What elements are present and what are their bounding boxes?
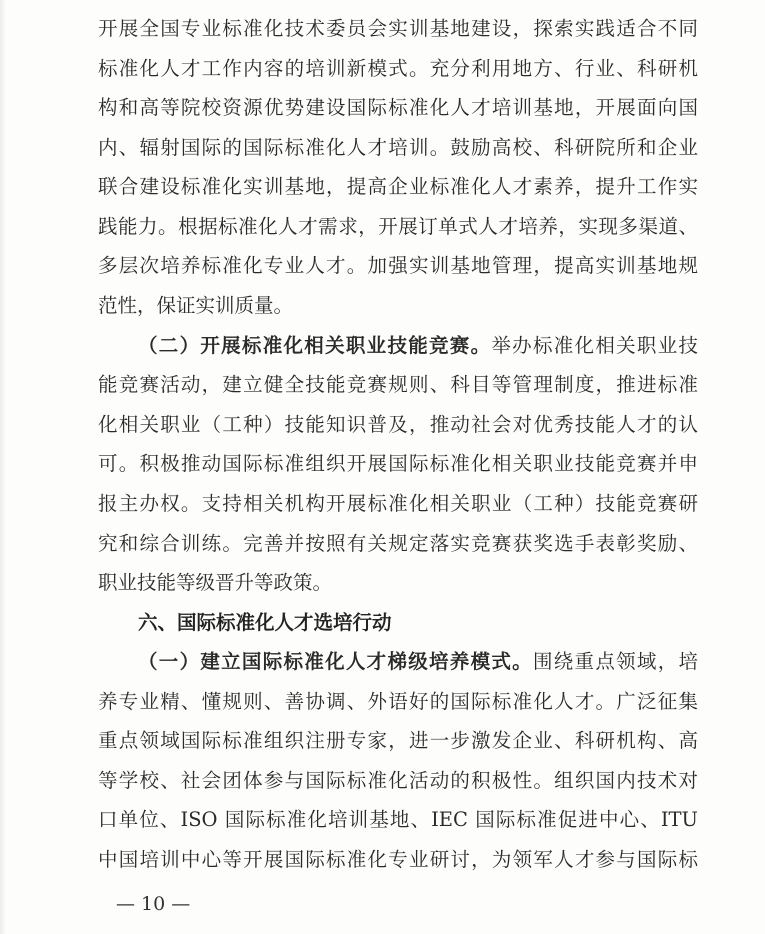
paragraph-2-line-3: 化相关职业（工种）技能知识普及，推动社会对优秀技能人才的认 — [98, 413, 698, 436]
paragraph-2-line-2: 能竞赛活动，建立健全技能竞赛规则、科目等管理制度，推进标准 — [98, 373, 698, 396]
paragraph-3-line-6: 中国培训中心等开展国际标准化专业研讨，为领军人才参与国际标 — [98, 848, 698, 871]
paragraph-2-line-4: 可。积极推动国际标准组织开展国际标准化相关职业技能竞赛并申 — [98, 452, 698, 475]
paragraph-2-first-line-rest: 举办标准化相关职业技 — [491, 334, 698, 357]
paragraph-2-line-7: 职业技能等级晋升等政策。 — [98, 571, 333, 594]
paragraph-1-line-1: 开展全国专业标准化技术委员会实训基地建设，探索实践适合不同 — [98, 17, 698, 40]
paragraph-3-line-5: 口单位、ISO 国际标准化培训基地、IEC 国际标准促进中心、ITU — [98, 808, 698, 831]
paragraph-1-line-5: 联合建设标准化实训基地，提高企业标准化人才素养，提升工作实 — [98, 175, 698, 198]
paragraph-3-lead: （一）建立国际标准化人才梯级培养模式。 — [138, 650, 533, 673]
paragraph-1-line-8: 范性，保证实训质量。 — [98, 294, 294, 317]
paragraph-1-line-4: 内、辐射国际的国际标准化人才培训。鼓励高校、科研院所和企业 — [98, 136, 698, 159]
paragraph-3-first-line-rest: 围绕重点领域，培 — [532, 650, 698, 673]
paragraph-2-line-6: 究和综合训练。完善并按照有关规定落实竞赛获奖选手表彰奖励、 — [98, 532, 698, 555]
paragraph-1-line-3: 构和高等院校资源优势建设国际标准化人才培训基地，开展面向国 — [98, 96, 698, 119]
paragraph-3-line-4: 等学校、社会团体参与国际标准化活动的积极性。组织国内技术对 — [98, 769, 698, 792]
paragraph-1-line-6: 践能力。根据标准化人才需求，开展订单式人才培养，实现多渠道、 — [98, 215, 698, 238]
section-heading: 六、国际标准化人才选培行动 — [138, 611, 392, 634]
paragraph-2-line-5: 报主办权。支持相关机构开展标准化相关职业（工种）技能竞赛研 — [98, 492, 698, 515]
paragraph-2-lead: （二）开展标准化相关职业技能竞赛。 — [138, 334, 492, 357]
scan-edge-shadow — [0, 0, 6, 934]
paragraph-3-line-2: 养专业精、懂规则、善协调、外语好的国际标准化人才。广泛征集 — [98, 690, 698, 713]
paragraph-1-line-7: 多层次培养标准化专业人才。加强实训基地管理，提高实训基地规 — [98, 254, 698, 277]
page-number: — 10 — — [116, 893, 191, 915]
paragraph-1-line-2: 标准化人才工作内容的培训新模式。充分利用地方、行业、科研机 — [98, 57, 698, 80]
paragraph-2-line-1 — [138, 326, 698, 366]
paragraph-3-line-1 — [138, 642, 698, 682]
paragraph-3-line-3: 重点领域国际标准组织注册专家，进一步激发企业、科研机构、高 — [98, 729, 698, 752]
